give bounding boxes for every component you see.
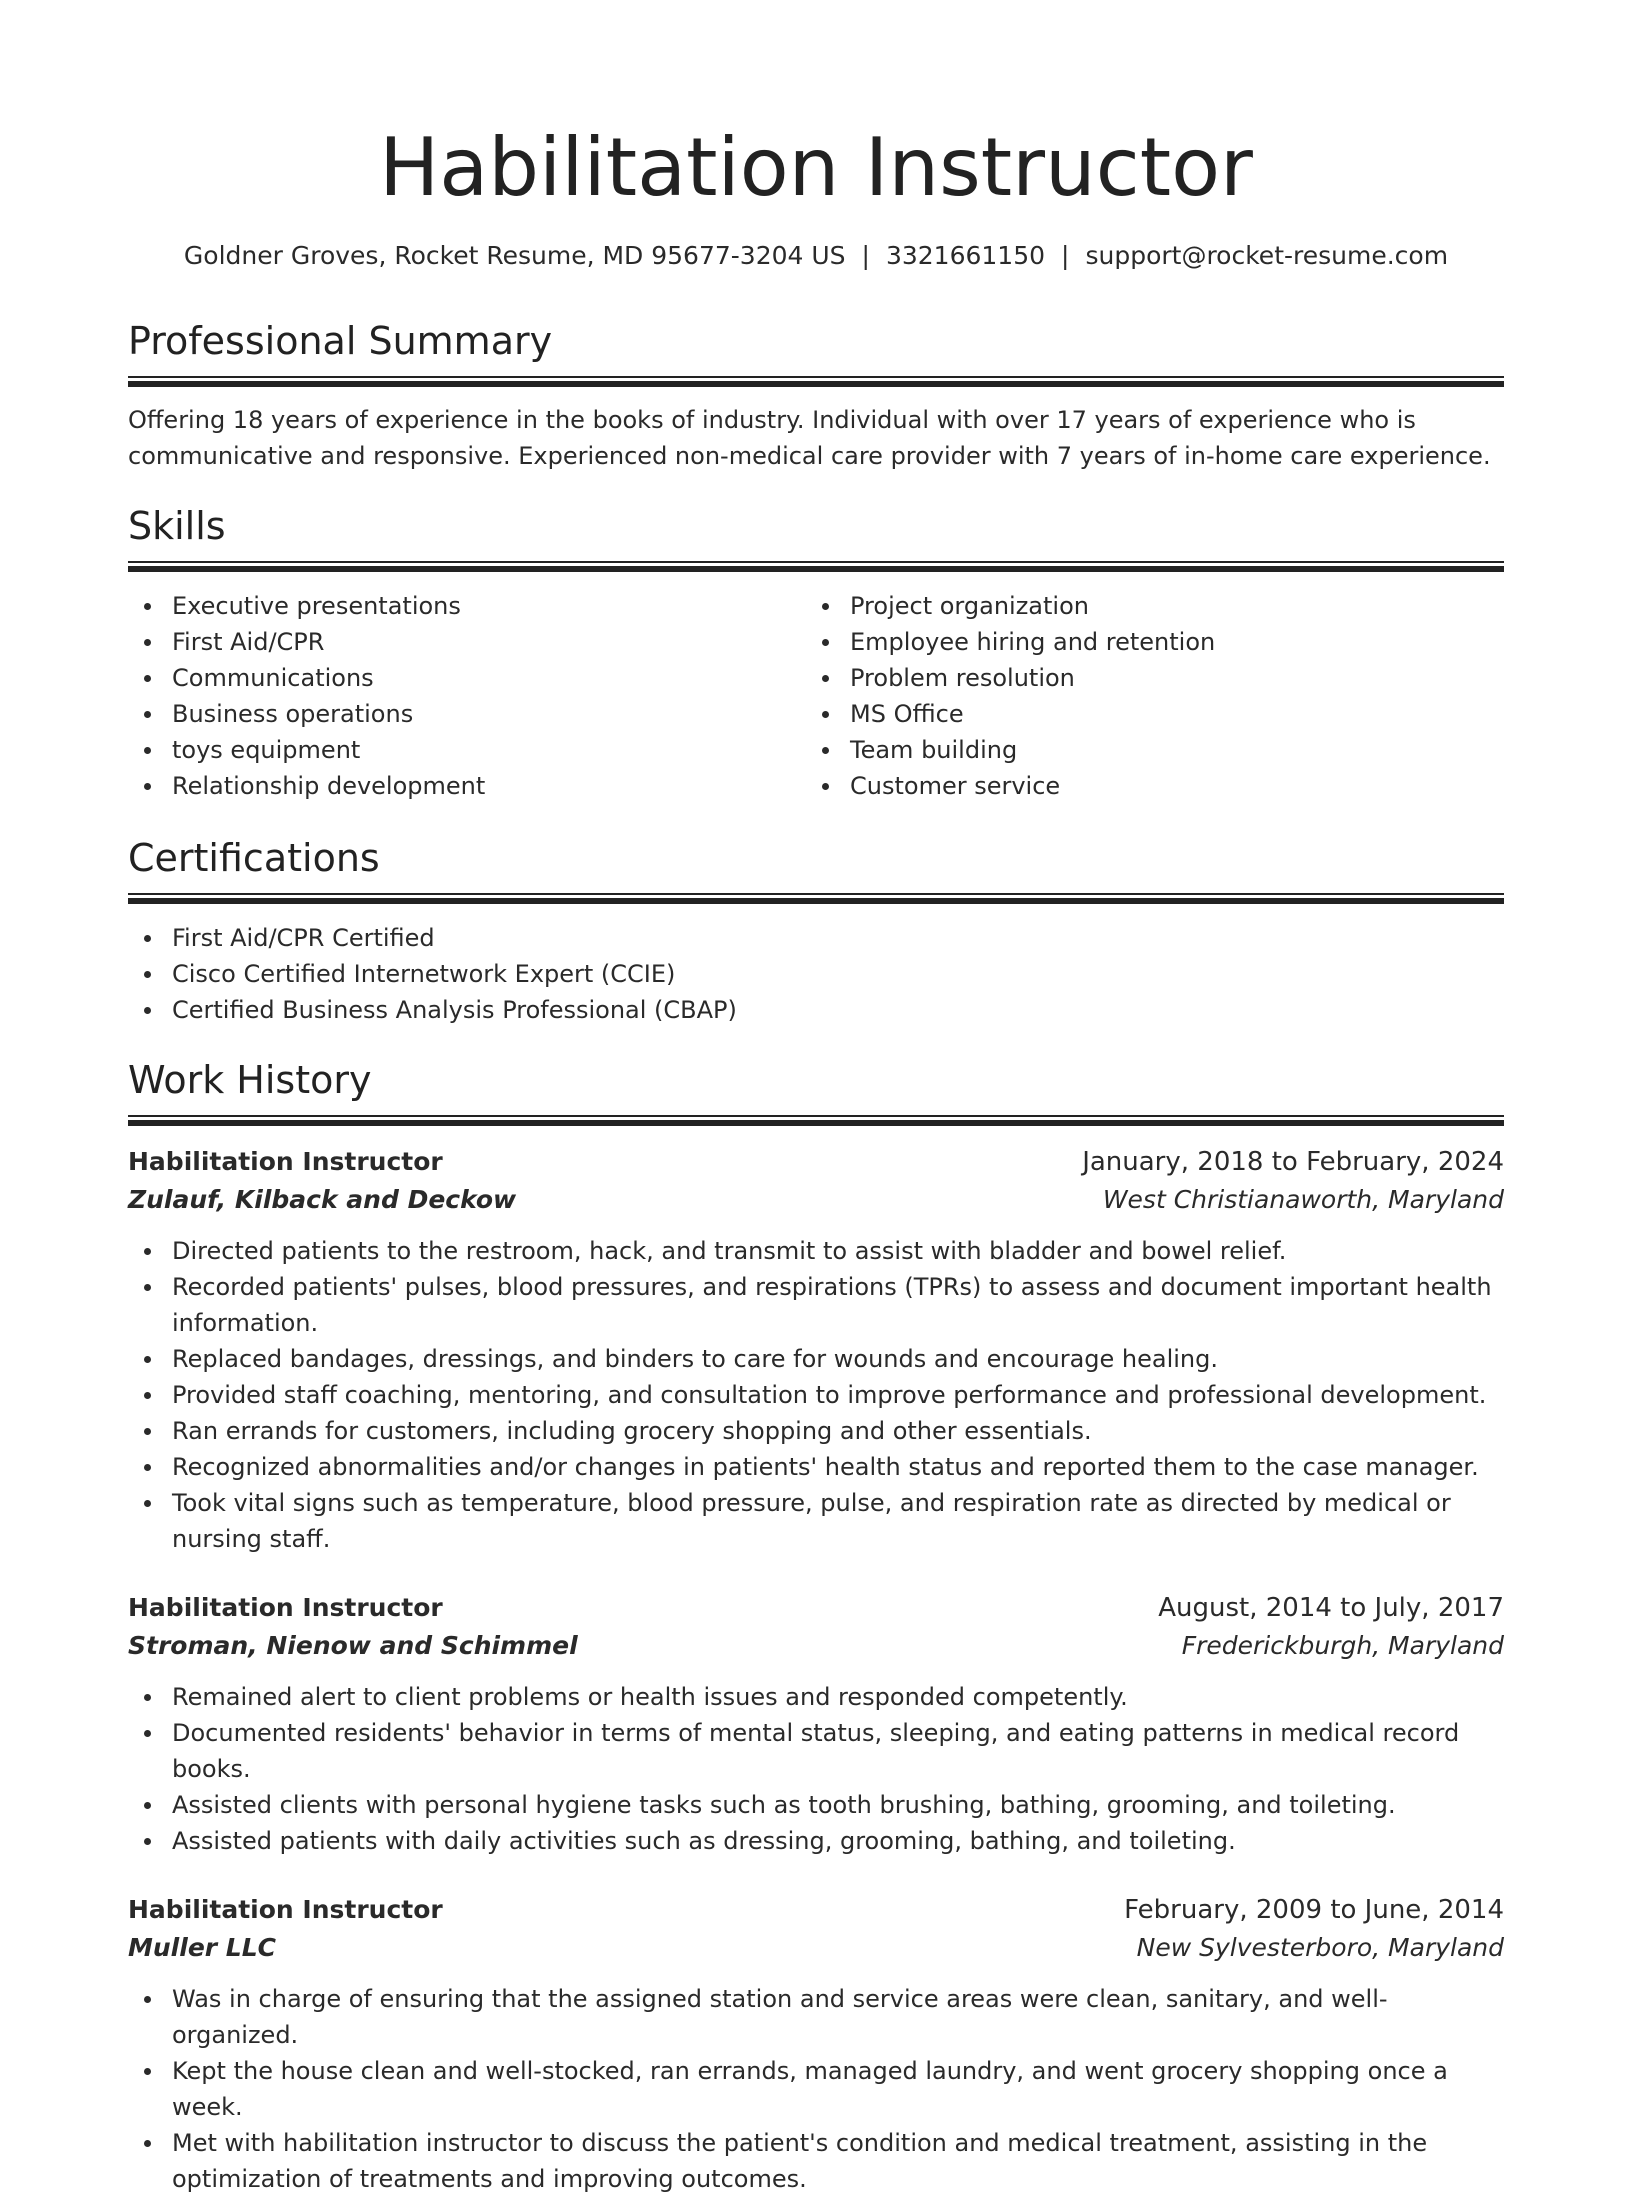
certification-item: First Aid/CPR Certified <box>128 920 1504 956</box>
job-header <box>128 1143 1504 1181</box>
certifications-list <box>128 920 1504 1028</box>
job-bullet: Recognized abnormalities and/or changes in patients' health status and reported them to the case manager. <box>128 1449 1504 1485</box>
job-bullet: Ran errands for customers, including grocery shopping and other essentials. <box>128 1413 1504 1449</box>
skills-list-left <box>128 588 806 804</box>
job-location: New Sylvesterboro, Maryland <box>1136 1933 1504 1962</box>
job-subheader <box>128 1181 1504 1219</box>
job-bullet: Directed patients to the restroom, hack, and transmit to assist with bladder and bowel relief. <box>128 1233 1504 1269</box>
job-dates: January, 2018 to February, 2024 <box>1082 1147 1504 1177</box>
contact-separator: | <box>1061 241 1070 270</box>
work-history-section <box>128 1055 1504 2197</box>
job-bullet: Assisted clients with personal hygiene tasks such as tooth brushing, bathing, grooming, and toileting. <box>128 1787 1504 1823</box>
job-header <box>128 1891 1504 1929</box>
job-subheader <box>128 1627 1504 1665</box>
resume-name: Habilitation Instructor <box>379 121 1253 214</box>
skill-item: Executive presentations <box>128 588 806 624</box>
section-title-summary: Professional Summary <box>128 319 553 363</box>
job-bullets <box>128 1233 1504 1557</box>
summary-text: Offering 18 years of experience in the books of industry. Individual with over 17 years of experience who is communicative and responsive. Experienced non-medical care provider with 7 years of in-home care experience. <box>128 406 1491 470</box>
job-location: Frederickburgh, Maryland <box>1181 1631 1504 1660</box>
skill-item: Business operations <box>128 696 806 732</box>
job-entry <box>128 1589 1504 1859</box>
job-bullet: Replaced bandages, dressings, and binders to care for wounds and encourage healing. <box>128 1341 1504 1377</box>
skill-item: Relationship development <box>128 768 806 804</box>
job-company: Zulauf, Kilback and Deckow <box>128 1185 517 1214</box>
section-divider <box>128 561 1504 572</box>
job-company: Muller LLC <box>128 1933 277 1962</box>
skill-item: Team building <box>806 732 1484 768</box>
job-bullet: Kept the house clean and well-stocked, ran errands, managed laundry, and went grocery shopping once a week. <box>128 2053 1504 2125</box>
job-bullets <box>128 1981 1504 2197</box>
job-bullet: Provided staff coaching, mentoring, and consultation to improve performance and professional development. <box>128 1377 1504 1413</box>
contact-line <box>128 238 1504 274</box>
job-bullet: Was in charge of ensuring that the assigned station and service areas were clean, sanitary, and well-organized. <box>128 1981 1504 2053</box>
section-title-certifications: Certifications <box>128 836 380 880</box>
contact-email: support@rocket-resume.com <box>1085 241 1449 270</box>
job-company: Stroman, Nienow and Schimmel <box>128 1631 578 1660</box>
contact-phone: 3321661150 <box>885 241 1046 270</box>
skill-item: Customer service <box>806 768 1484 804</box>
section-divider <box>128 376 1504 387</box>
skills-list-right <box>806 588 1484 804</box>
job-subheader <box>128 1929 1504 1967</box>
skill-item: Communications <box>128 660 806 696</box>
job-bullet: Recorded patients' pulses, blood pressures, and respirations (TPRs) to assess and document important health information. <box>128 1269 1504 1341</box>
job-entry <box>128 1143 1504 1557</box>
skills-grid <box>128 588 1504 804</box>
certifications-section <box>128 833 1504 1028</box>
job-title: Habilitation Instructor <box>128 1895 443 1924</box>
job-header <box>128 1589 1504 1627</box>
skill-item: Employee hiring and retention <box>806 624 1484 660</box>
skill-item: Project organization <box>806 588 1484 624</box>
job-dates: August, 2014 to July, 2017 <box>1158 1593 1504 1623</box>
contact-separator: | <box>861 241 870 270</box>
job-entry <box>128 1891 1504 2197</box>
skill-item: toys equipment <box>128 732 806 768</box>
certification-item: Certified Business Analysis Professional (CBAP) <box>128 992 1504 1028</box>
contact-address: Goldner Groves, Rocket Resume, MD 95677-3204 US <box>183 241 846 270</box>
section-divider <box>128 893 1504 904</box>
job-bullets <box>128 1679 1504 1859</box>
section-divider <box>128 1115 1504 1126</box>
skill-item: MS Office <box>806 696 1484 732</box>
job-title: Habilitation Instructor <box>128 1593 443 1622</box>
job-title: Habilitation Instructor <box>128 1147 443 1176</box>
skills-section <box>128 501 1504 804</box>
job-bullet: Documented residents' behavior in terms of mental status, sleeping, and eating patterns in medical record books. <box>128 1715 1504 1787</box>
job-bullet: Took vital signs such as temperature, blood pressure, pulse, and respiration rate as directed by medical or nursing staff. <box>128 1485 1504 1557</box>
skill-item: First Aid/CPR <box>128 624 806 660</box>
section-title-skills: Skills <box>128 504 226 548</box>
summary-section <box>128 316 1504 474</box>
skill-item: Problem resolution <box>806 660 1484 696</box>
job-location: West Christianaworth, Maryland <box>1102 1185 1504 1214</box>
certification-item: Cisco Certified Internetwork Expert (CCIE) <box>128 956 1504 992</box>
section-title-work-history: Work History <box>128 1058 372 1102</box>
job-bullet: Assisted patients with daily activities such as dressing, grooming, bathing, and toileting. <box>128 1823 1504 1859</box>
job-dates: February, 2009 to June, 2014 <box>1124 1895 1504 1925</box>
job-bullet: Met with habilitation instructor to discuss the patient's condition and medical treatment, assisting in the optimization of treatments and improving outcomes. <box>128 2125 1504 2197</box>
job-bullet: Remained alert to client problems or health issues and responded competently. <box>128 1679 1504 1715</box>
